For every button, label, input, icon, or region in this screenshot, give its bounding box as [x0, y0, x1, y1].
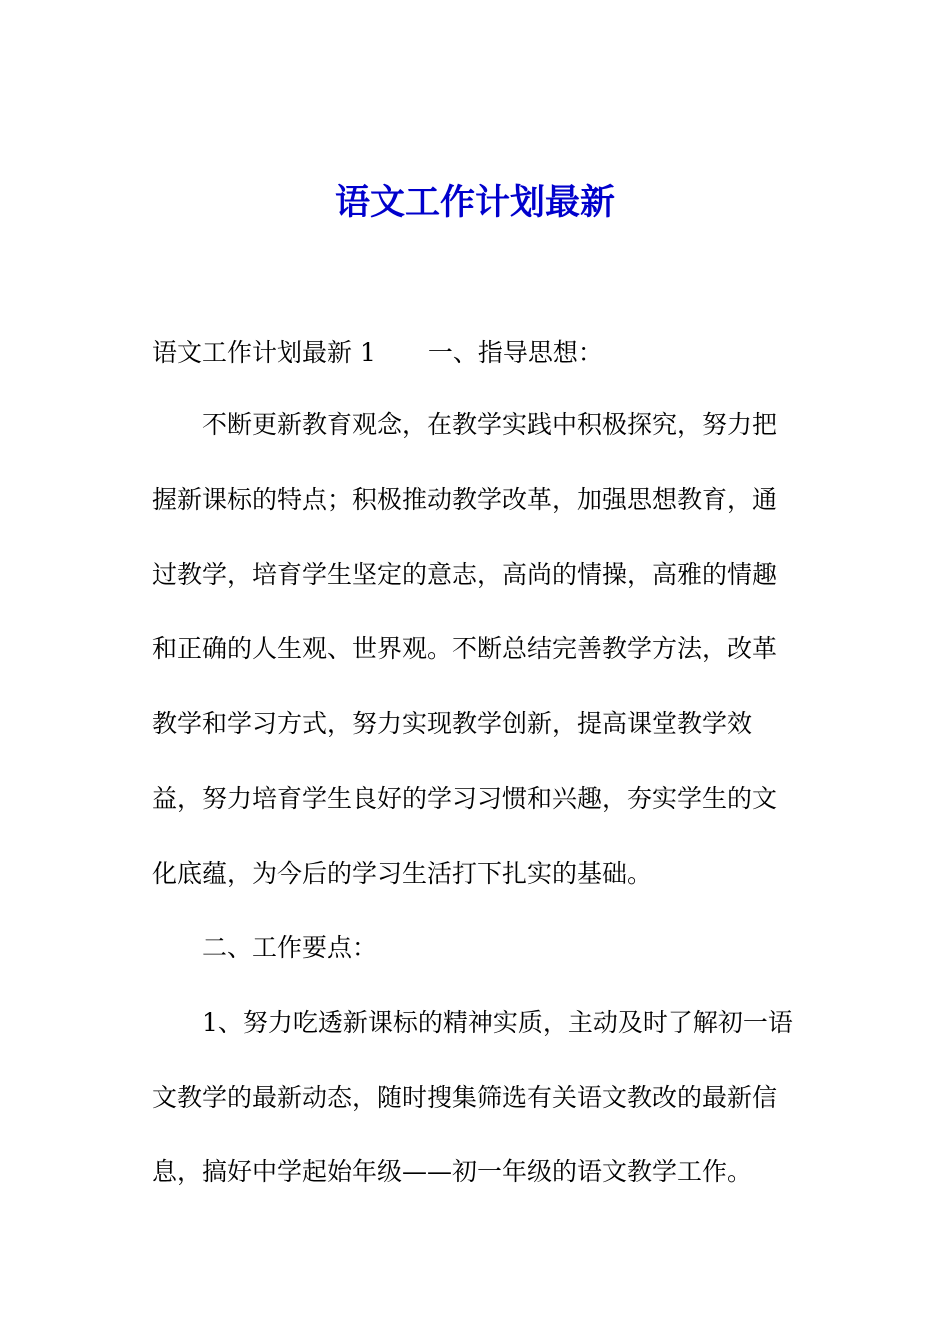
paragraph-line: 和正确的人生观、世界观。不断总结完善教学方法，改革: [152, 634, 778, 663]
paragraph-line: 教学和学习方式，努力实现教学创新，提高课堂教学效: [152, 709, 753, 738]
paragraph-line: 益，努力培育学生良好的学习习惯和兴趣，夯实学生的文: [152, 784, 778, 813]
section-heading: 语文工作计划最新 1: [152, 338, 376, 367]
paragraph-line: 息，搞好中学起始年级——初一年级的语文教学工作。: [152, 1157, 753, 1186]
paragraph-line: 1、努力吃透新课标的精神实质，主动及时了解初一语: [202, 1008, 793, 1037]
paragraph-line: 文教学的最新动态，随时搜集筛选有关语文教改的最新信: [152, 1083, 778, 1112]
paragraph-line: 不断更新教育观念，在教学实践中积极探究，努力把: [202, 410, 778, 439]
document-title: 语文工作计划最新: [334, 182, 615, 223]
paragraph-line: 握新课标的特点；积极推动教学改革，加强思想教育，通: [152, 485, 778, 514]
paragraph-line: 过教学，培育学生坚定的意志，高尚的情操，高雅的情趣: [152, 560, 778, 589]
paragraph-line: 化底蕴，为今后的学习生活打下扎实的基础。: [152, 859, 653, 888]
first-line: [152, 336, 603, 370]
section-title-work-points: 二、工作要点：: [202, 933, 378, 962]
section-title-guiding-ideas: 一、指导思想：: [427, 338, 603, 367]
